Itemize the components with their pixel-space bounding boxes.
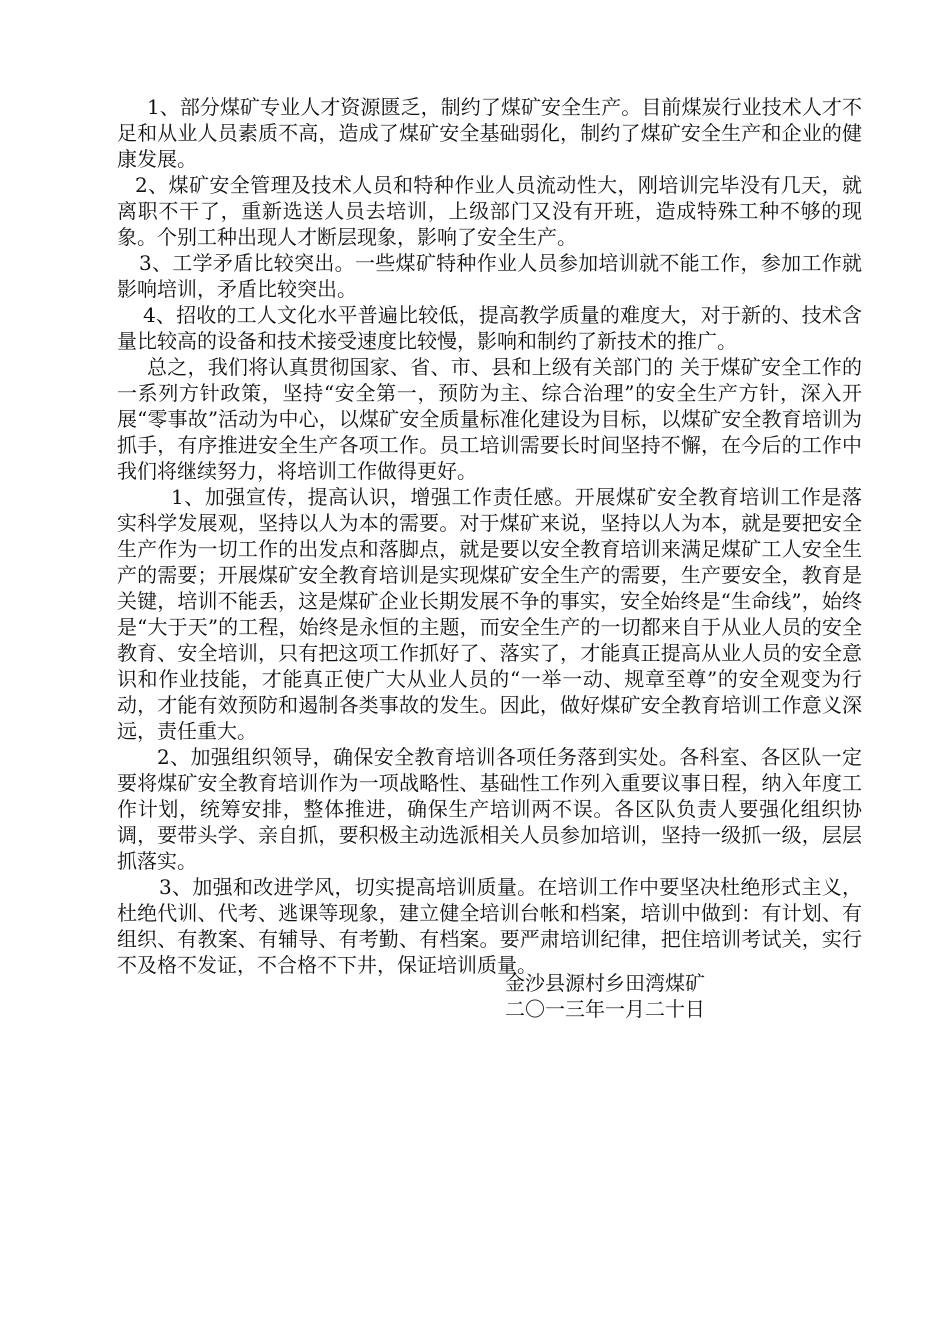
signature-organization: 金沙县源村乡田湾煤矿: [505, 971, 705, 995]
paragraph-4: 4、招收的工人文化水平普遍比较低，提高教学质量的难度大，对于新的、技术含量比较高的设备和技术接受速度比较慢，影响和制约了新技术的推广。: [117, 303, 862, 353]
paragraph-measure-1: 1、加强宣传，提高认识，增强工作责任感。开展煤矿安全教育培训工作是落实科学发展观，坚持以人为本的需要。对于煤矿来说，坚持以人为本，就是要把安全生产作为一切工作的出发点和落脚点，就是要以安全教育培训来满足煤矿工人安全生产的需要；开展煤矿安全教育培训是实现煤矿安全生产的需要，生产要安全，教育是关键，培训不能丢，这是煤矿企业长期发展不争的事实，安全始终是“生命线”，始终是“大于天”的工程，始终是永恒的主题，而安全生产的一切都来自于从业人员的安全教育、安全培训，只有把这项工作抓好了、落实了，才能真正提高从业人员的安全意识和作业技能，才能真正使广大从业人员的“一举一动、规章至尊”的安全观变为行动，才能有效预防和遏制各类事故的发生。因此，做好煤矿安全教育培训工作意义深远，责任重大。: [117, 485, 862, 743]
signature-block: [505, 970, 705, 1022]
paragraph-1: 1、部分煤矿专业人才资源匮乏，制约了煤矿安全生产。目前煤炭行业技术人才不足和从业人员素质不高，造成了煤矿安全基础弱化，制约了煤矿安全生产和企业的健康发展。: [117, 95, 862, 171]
paragraph-measure-3: 3、加强和改进学风，切实提高培训质量。在培训工作中要坚决杜绝形式主义，杜绝代训、代考、逃课等现象，建立健全培训台帐和档案，培训中做到：有计划、有组织、有教案、有辅导、有考勤、有档案。要严肃培训纪律，把住培训考试关，实行不及格不发证，不合格不下井，保证培训质量。: [117, 875, 862, 977]
paragraph-measure-2: 2、加强组织领导，确保安全教育培训各项任务落到实处。各科室、各区队一定要将煤矿安全教育培训作为一项战略性、基础性工作列入重要议事日程，纳入年度工作计划，统筹安排，整体推进，确保生产培训两不误。各区队负责人要强化组织协调，要带头学、亲自抓，要积极主动选派相关人员参加培训，坚持一级抓一级，层层抓落实。: [117, 745, 862, 873]
paragraph-2: 2、煤矿安全管理及技术人员和特种作业人员流动性大，刚培训完毕没有几天，就离职不干了，重新选送人员去培训，上级部门又没有开班，造成特殊工种不够的现象。个别工种出现人才断层现象，影响了安全生产。: [117, 173, 862, 249]
document-body: [117, 94, 862, 978]
paragraph-summary: 总之，我们将认真贯彻国家、省、市、县和上级有关部门的 关于煤矿安全工作的一系列方针政策，坚持“安全第一，预防为主、综合治理”的安全生产方针，深入开展“零事故”活动为中心，以煤矿安全质量标准化建设为目标，以煤矿安全教育培训为抓手，有序推进安全生产各项工作。员工培训需要长时间坚持不懈，在今后的工作中我们将继续努力，将培训工作做得更好。: [117, 355, 862, 483]
signature-date: 二〇一三年一月二十日: [505, 997, 705, 1021]
paragraph-3: 3、工学矛盾比较突出。一些煤矿特种作业人员参加培训就不能工作，参加工作就影响培训，矛盾比较突出。: [117, 251, 862, 301]
